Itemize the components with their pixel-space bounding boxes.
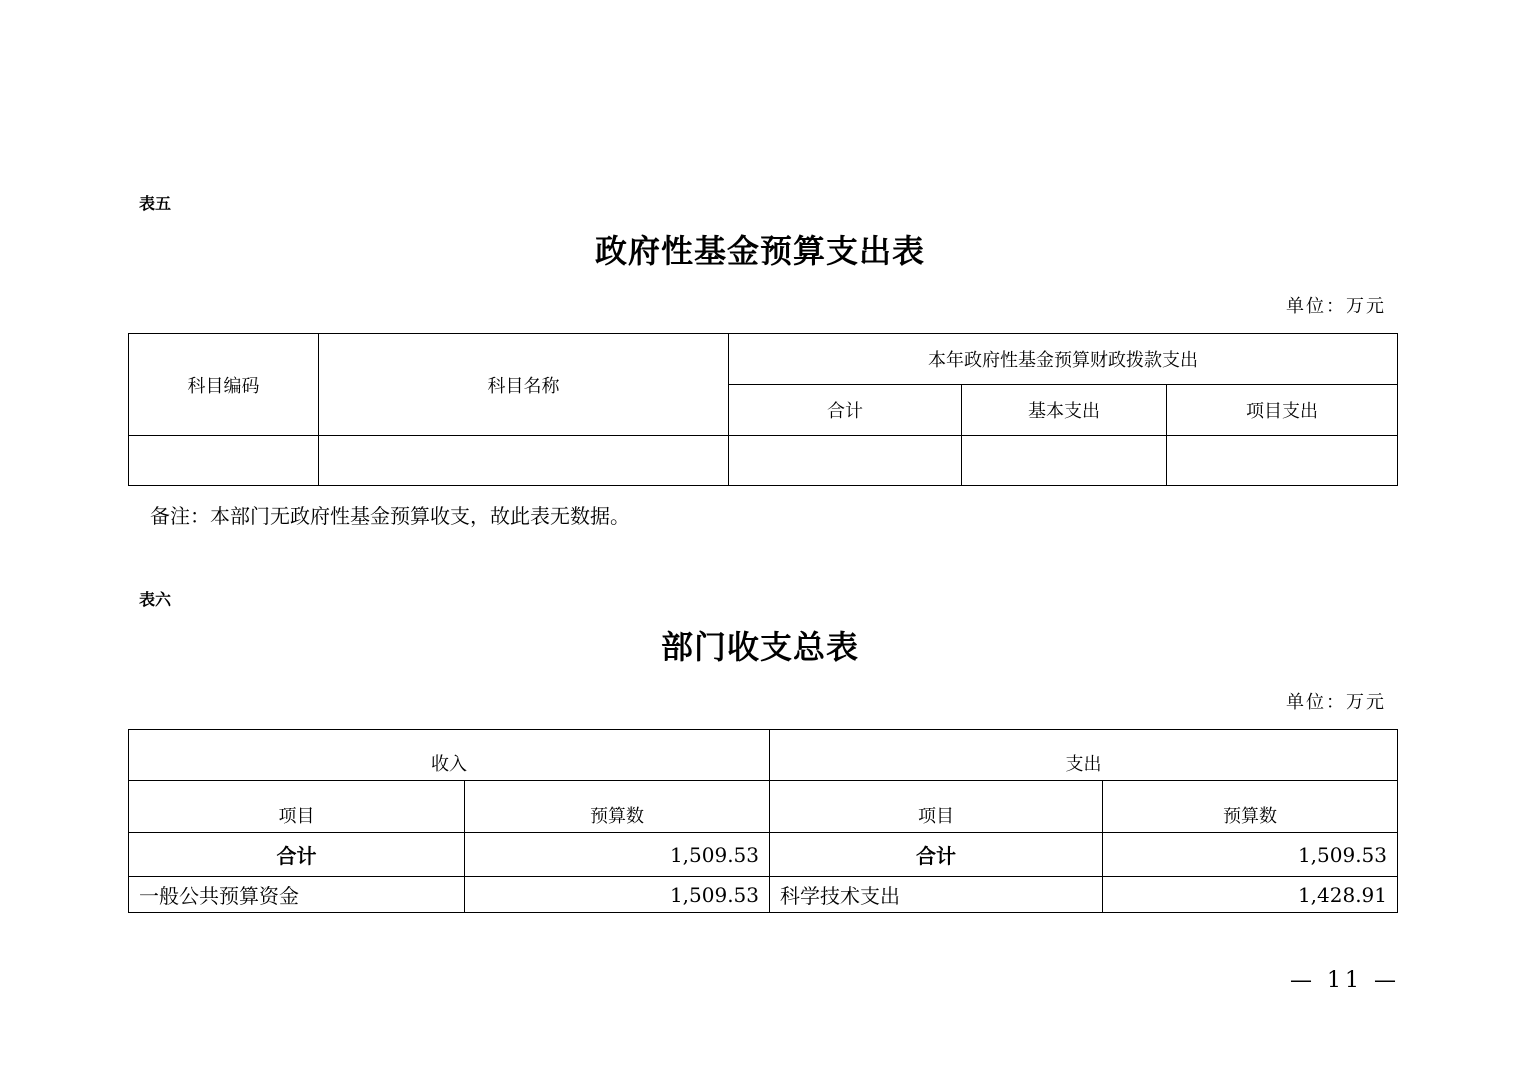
table6-unit: 单位：万元	[1286, 692, 1386, 713]
income-item: 一般公共预算资金	[129, 877, 465, 913]
header-income-budget: 预算数	[465, 781, 770, 833]
header-expense-budget: 预算数	[1103, 781, 1398, 833]
empty-cell	[129, 436, 319, 486]
table5-label: 表五	[139, 194, 172, 213]
header-expense-item: 项目	[770, 781, 1103, 833]
header-subject-name: 科目名称	[319, 334, 729, 436]
table6-grid	[128, 729, 1398, 913]
table5-unit: 单位：万元	[1286, 296, 1386, 317]
table5-note: 备注：本部门无政府性基金预算收支，故此表无数据。	[150, 504, 630, 528]
income-total-label: 合计	[129, 833, 465, 877]
header-project-expenditure: 项目支出	[1167, 385, 1398, 436]
expense-total-label: 合计	[770, 833, 1103, 877]
expense-item: 科学技术支出	[770, 877, 1103, 913]
header-basic-expenditure: 基本支出	[962, 385, 1167, 436]
header-income-item: 项目	[129, 781, 465, 833]
table6-label: 表六	[139, 590, 172, 609]
income-total-value: 1,509.53	[465, 833, 770, 877]
header-fund-expenditure-group: 本年政府性基金预算财政拨款支出	[729, 334, 1398, 385]
income-value: 1,509.53	[465, 877, 770, 913]
table6-title: 部门收支总表	[660, 628, 859, 666]
header-income: 收入	[129, 730, 770, 781]
header-total: 合计	[729, 385, 962, 436]
table5-grid	[128, 333, 1398, 486]
header-subject-code: 科目编码	[129, 334, 319, 436]
page-number: — 11 —	[1290, 968, 1400, 993]
empty-cell	[319, 436, 729, 486]
header-expense: 支出	[770, 730, 1398, 781]
table-row	[129, 877, 1398, 913]
empty-cell	[1167, 436, 1398, 486]
table-row	[129, 436, 1398, 486]
table5-title: 政府性基金预算支出表	[594, 232, 925, 270]
expense-value: 1,428.91	[1103, 877, 1398, 913]
table-row-total	[129, 833, 1398, 877]
empty-cell	[962, 436, 1167, 486]
expense-total-value: 1,509.53	[1103, 833, 1398, 877]
empty-cell	[729, 436, 962, 486]
